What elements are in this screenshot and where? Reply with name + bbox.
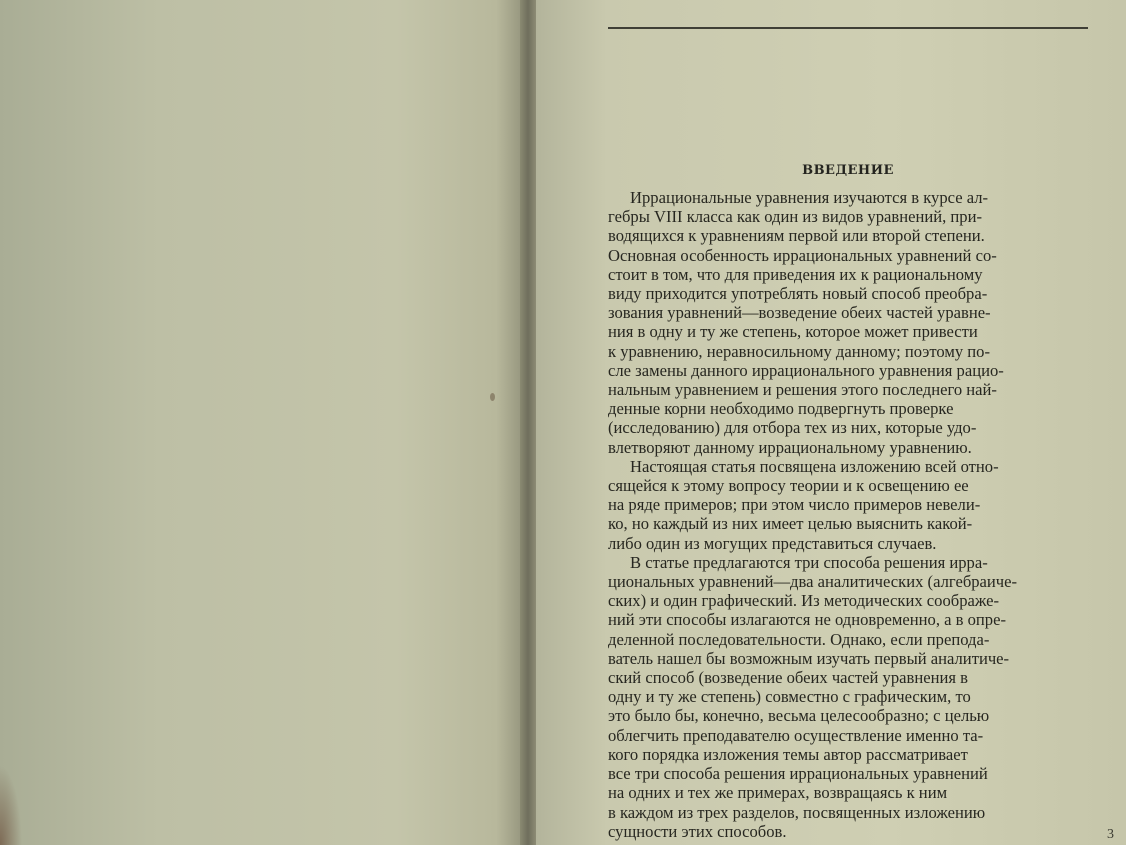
header-rule bbox=[608, 27, 1088, 29]
body-text bbox=[608, 188, 1092, 841]
chapter-heading: ВВЕДЕНИЕ bbox=[802, 163, 894, 178]
paper-stain bbox=[490, 393, 495, 401]
left-page-blank bbox=[0, 0, 528, 845]
page-number: 3 bbox=[1107, 827, 1114, 842]
paragraph-2: Настоящая статья посвящена изложению всей отно- сящейся к этому вопросу теории и к освещению ее на ряде примеров; при этом число примеров невели- ко, но каждый из них имеет целью выяснить какой- либо один из могущих представиться случаев. bbox=[608, 456, 999, 553]
paragraph-1: Иррациональные уравнения изучаются в курсе ал- гебры VIII класса как один из видов уравнений, при- водящихся к уравнениям первой или второй степени. Основная особенность иррациональных уравнений со- стоит в том, что для приведения их к рациональному виду приходится употреблять новый способ преобра- зования уравнений—возведение обеих частей уравне- ния в одну и ту же степень, которое может привести к уравнению, неравносильному данному; поэтому по- сле замены данного иррационального уравнения рацио- нальным уравнением и решения этого последнего най- денные корни необходимо подвергнуть проверке (исследованию) для отбора тех из них, которые удо- влетворяют данному иррациональному уравнению. bbox=[608, 188, 1004, 457]
right-page bbox=[536, 0, 1126, 845]
paragraph-3: В статье предлагаются три способа решения ирра- циональных уравнений—два аналитических (алгебраиче- ских) и один графический. Из методических соображе- ний эти способы излагаются не одновременно, а в опре- деленной последовательности. Однако, если препода- ватель нашел бы возможным изучать первый аналитиче- ский способ (возведение обеих частей уравнения в одну и ту же степень) совместно с графическим, то это было бы, конечно, весьма целесообразно; с целью облегчить преподавателю осуществление именно та- кого порядка изложения темы автор рассматривает все три способа решения иррациональных уравнений на одних и тех же примерах, возвращаясь к ним в каждом из трех разделов, посвященных изложению сущности этих способов. bbox=[608, 552, 1018, 841]
